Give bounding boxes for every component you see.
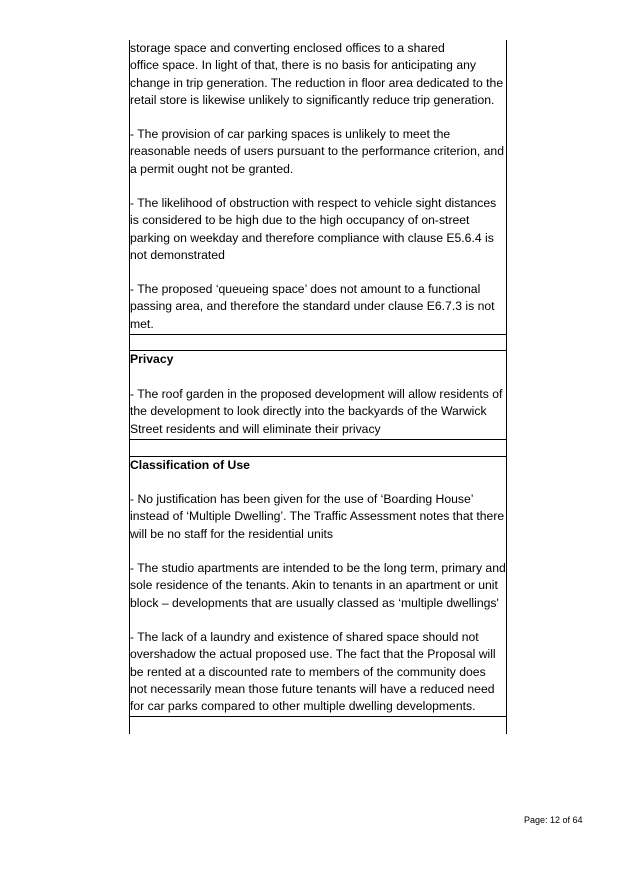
table-row-divider: [129, 350, 507, 351]
text-line: not necessarily mean those future tenants will have a reduced need: [130, 681, 495, 696]
privacy-heading: Privacy: [130, 352, 174, 366]
text-line: the development to look directly into the backyards of the Warwick: [130, 404, 487, 419]
text-line: - The roof garden in the proposed development will allow residents of: [130, 387, 503, 401]
table-row-divider: [129, 716, 507, 717]
text-line: for car parks compared to other multiple dwelling developments.: [130, 699, 476, 714]
classification-point-1: [130, 491, 508, 543]
classification-heading: Classification of Use: [130, 458, 250, 472]
text-line: not demonstrated: [130, 247, 225, 262]
text-line: is considered to be high due to the high occupancy of on-street: [130, 213, 470, 228]
text-line: - The proposed ‘queueing space’ does not amount to a functional: [130, 282, 481, 296]
text-line: parking on weekday and therefore compliance with clause E5.6.4 is: [130, 230, 494, 245]
parking-point-2: [130, 195, 508, 264]
parking-point-1: [130, 126, 508, 178]
text-line: met.: [130, 316, 154, 331]
parking-point-3: [130, 281, 508, 333]
text-line: a permit ought not be granted.: [130, 161, 294, 176]
text-line: - No justification has been given for the use of ‘Boarding House’: [130, 492, 474, 506]
text-line: sole residence of the tenants. Akin to tenants in an apartment or unit: [130, 578, 498, 593]
table-row-divider: [129, 334, 507, 335]
text-line: storage space and converting enclosed offices to a shared: [130, 41, 445, 55]
text-line: office space. In light of that, there is no basis for anticipating any: [130, 58, 476, 73]
text-line: will be no staff for the residential units: [130, 526, 334, 541]
text-line: Street residents and will eliminate their privacy: [130, 421, 381, 436]
text-line: - The lack of a laundry and existence of shared space should not: [130, 630, 479, 644]
text-line: passing area, and therefore the standard under clause E6.7.3 is not: [130, 299, 495, 314]
classification-point-2: [130, 560, 508, 612]
text-line: change in trip generation. The reduction in floor area dedicated to the: [130, 75, 504, 90]
privacy-paragraph: [130, 386, 508, 438]
text-line: instead of ‘Multiple Dwelling’. The Traffic Assessment notes that there: [130, 509, 505, 524]
classification-point-3: [130, 629, 508, 715]
table-row-divider: [129, 439, 507, 440]
page-number: Page: 12 of 64: [524, 815, 583, 825]
text-line: - The provision of car parking spaces is unlikely to meet the: [130, 127, 451, 141]
traffic-continued-paragraph: [130, 40, 508, 109]
text-line: - The likelihood of obstruction with respect to vehicle sight distances: [130, 196, 497, 210]
text-line: reasonable needs of users pursuant to the performance criterion, and: [130, 144, 504, 159]
text-line: be rented at a discounted rate to members of the community does: [130, 664, 486, 679]
text-line: retail store is likewise unlikely to significantly reduce trip generation.: [130, 92, 495, 107]
text-line: - The studio apartments are intended to be the long term, primary and: [130, 561, 506, 575]
text-line: overshadow the actual proposed use. The fact that the Proposal will: [130, 647, 496, 662]
text-line: block – developments that are usually classed as ‘multiple dwellings': [130, 595, 499, 610]
